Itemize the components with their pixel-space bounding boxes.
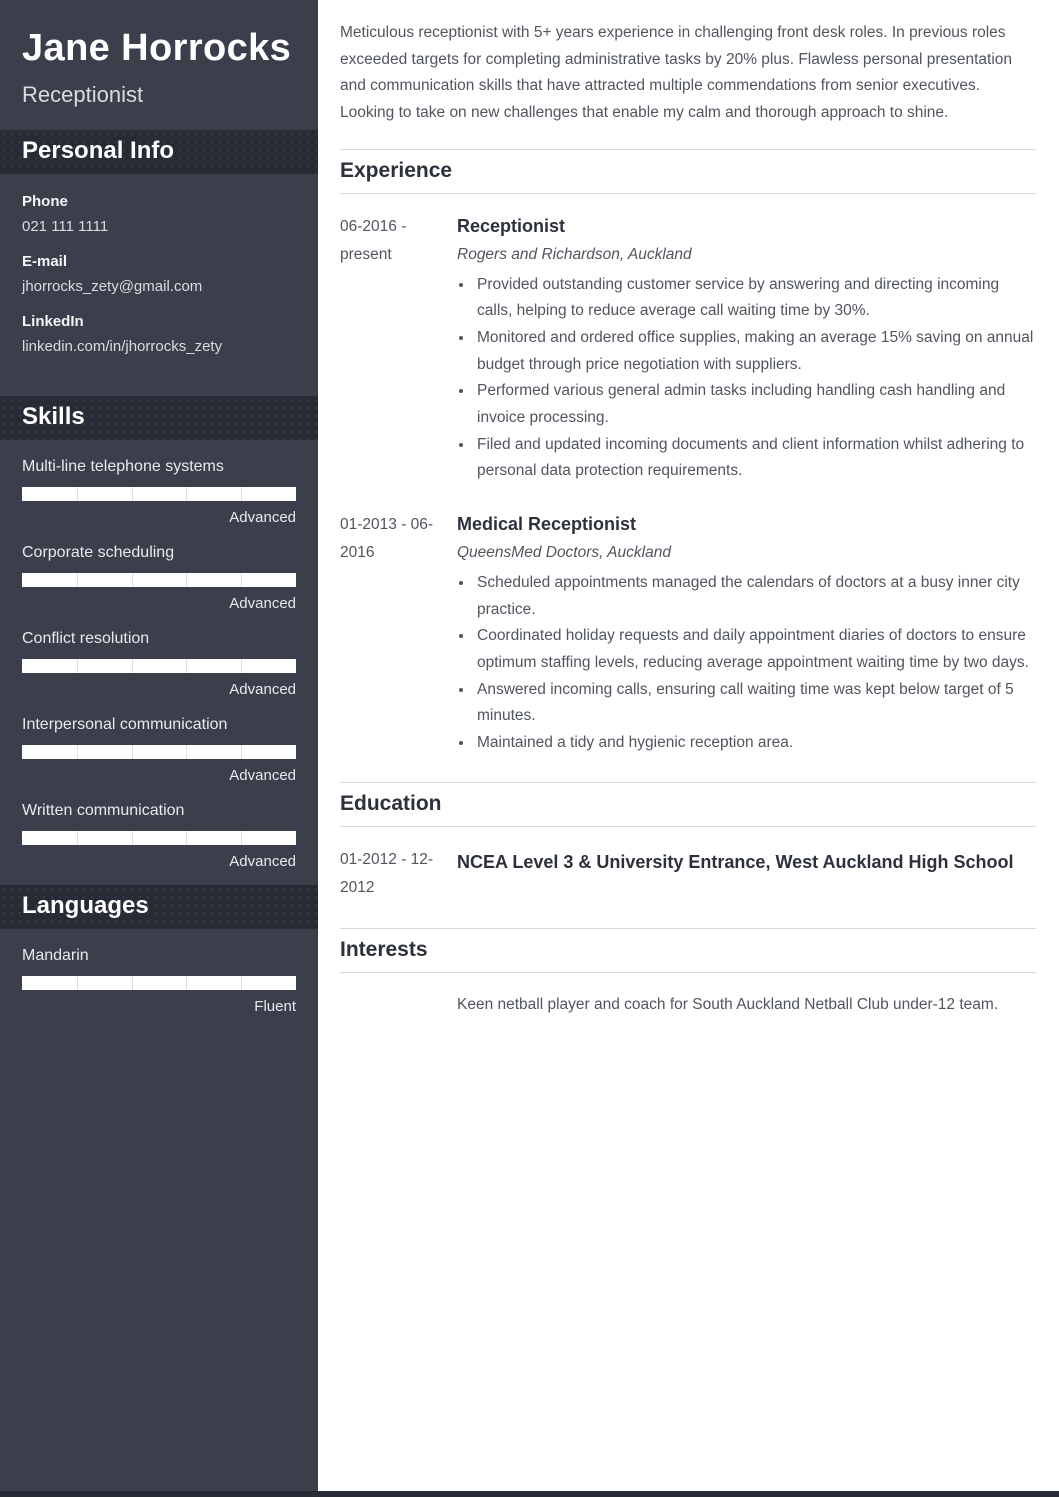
skill-item <box>0 698 318 784</box>
skill-bar-divider <box>241 831 242 845</box>
skill-bar-divider <box>132 487 133 501</box>
skill-progress-bar <box>22 659 296 673</box>
interests-text: Keen netball player and coach for South Auckland Netball Club under-12 team. <box>457 996 999 1014</box>
skill-bar-divider <box>186 659 187 673</box>
experience-section-heading: Experience <box>340 149 1036 194</box>
person-job-title: Receptionist <box>22 82 144 108</box>
skill-item <box>0 784 318 870</box>
skill-progress-bar <box>22 831 296 845</box>
skill-bar-divider <box>241 573 242 587</box>
linkedin-value: linkedin.com/in/jhorrocks_zety <box>22 338 223 356</box>
skill-bar-divider <box>132 659 133 673</box>
entry-body <box>457 213 1036 485</box>
experience-entry <box>340 511 1036 757</box>
skill-item <box>0 440 318 526</box>
contact-item-linkedin <box>22 313 296 355</box>
skill-progress-bar <box>22 573 296 587</box>
skill-bar-divider <box>132 573 133 587</box>
skill-level-label: Advanced <box>229 853 296 871</box>
skill-level-label: Advanced <box>229 509 296 527</box>
skill-bar-divider <box>77 659 78 673</box>
personal-info-heading: Personal Info <box>0 130 318 174</box>
languages-heading: Languages <box>0 885 318 929</box>
skill-progress-bar <box>22 745 296 759</box>
skill-bar-divider <box>132 976 133 990</box>
entry-date: 01-2012 - 12-2012 <box>340 851 434 897</box>
job-bullet: • Answered incoming calls, ensuring call waiting time was kept below target of 5 minutes. <box>474 677 1036 730</box>
skill-bar-divider <box>132 831 133 845</box>
entry-date: 06-2016 - present <box>340 217 407 263</box>
language-progress-bar <box>22 976 296 990</box>
contact-item-email <box>22 253 296 295</box>
entry-body <box>457 511 1036 757</box>
professional-summary: Meticulous receptionist with 5+ years experience in challenging front desk roles. In previous roles exceeded targets for completing administrative tasks by 20% plus. Flawless personal presentation and communication skills that have attracted multiple commendations from senior executives. Looking to take on new challenges that enable my calm and thorough approach to shine. <box>340 24 1013 121</box>
skill-bar-divider <box>241 745 242 759</box>
skill-name: Multi-line telephone systems <box>22 458 224 476</box>
skills-heading: Skills <box>0 396 318 440</box>
entry-body <box>457 846 1036 902</box>
interests-section-heading: Interests <box>340 928 1036 973</box>
skill-level-label: Advanced <box>229 595 296 613</box>
skill-level-label: Advanced <box>229 681 296 699</box>
job-bullet-list <box>457 272 1036 485</box>
skill-level-label: Advanced <box>229 767 296 785</box>
skill-name: Conflict resolution <box>22 630 150 648</box>
experience-entry <box>340 213 1036 485</box>
contact-list <box>0 174 318 375</box>
education-section-heading: Education <box>340 782 1036 827</box>
email-value: jhorrocks_zety@gmail.com <box>22 278 203 296</box>
skill-bar-divider <box>132 745 133 759</box>
job-bullet: • Monitored and ordered office supplies, making an average 15% saving on annual budget through price negotiation with suppliers. <box>474 325 1036 378</box>
skill-bar-divider <box>186 831 187 845</box>
skill-bar-divider <box>241 976 242 990</box>
skill-bar-divider <box>186 487 187 501</box>
skill-bar-divider <box>77 831 78 845</box>
interests-entry <box>340 992 1036 1019</box>
language-item <box>0 929 318 1015</box>
skill-bar-divider <box>241 487 242 501</box>
education-title: NCEA Level 3 & University Entrance, West Auckland High School <box>457 852 1014 873</box>
skill-item <box>0 612 318 698</box>
job-bullet: • Coordinated holiday requests and daily appointment diaries of doctors to ensure optimum staffing levels, reducing average appointment waiting time by two days. <box>474 623 1036 676</box>
linkedin-label: LinkedIn <box>22 313 84 331</box>
phone-label: Phone <box>22 193 68 211</box>
person-name: Jane Horrocks <box>22 27 292 69</box>
job-title: Receptionist <box>457 215 566 236</box>
skill-bar-divider <box>186 745 187 759</box>
entry-body <box>457 992 1036 1019</box>
skill-name: Written communication <box>22 802 185 820</box>
resume-main-column <box>318 0 1059 1497</box>
phone-value: 021 111 1111 <box>22 218 109 236</box>
entry-date: 01-2013 - 06-2016 <box>340 515 434 561</box>
entry-date-spacer <box>340 992 457 1019</box>
skill-item <box>0 526 318 612</box>
skill-progress-bar <box>22 487 296 501</box>
job-bullet: • Filed and updated incoming documents and client information whilst adhering to personal data protection requirements. <box>474 432 1036 485</box>
job-title: Medical Receptionist <box>457 513 637 534</box>
email-label: E-mail <box>22 253 68 271</box>
job-bullet-list <box>457 570 1036 757</box>
skill-name: Interpersonal communication <box>22 716 228 734</box>
job-bullet: • Maintained a tidy and hygienic reception area. <box>474 730 1036 757</box>
skill-bar-divider <box>77 745 78 759</box>
education-entry <box>340 846 1036 902</box>
skill-bar-divider <box>186 976 187 990</box>
job-bullet: • Provided outstanding customer service by answering and directing incoming calls, helping to reduce average call waiting time by 30%. <box>474 272 1036 325</box>
job-bullet: • Scheduled appointments managed the calendars of doctors at a busy inner city practice. <box>474 570 1036 623</box>
skill-bar-divider <box>77 487 78 501</box>
skill-bar-divider <box>186 573 187 587</box>
company-name: Rogers and Richardson, Auckland <box>457 245 692 263</box>
language-name: Mandarin <box>22 947 89 965</box>
skill-bar-divider <box>77 976 78 990</box>
skill-name: Corporate scheduling <box>22 544 175 562</box>
company-name: QueensMed Doctors, Auckland <box>457 543 671 561</box>
skill-bar-divider <box>241 659 242 673</box>
contact-item-phone <box>22 193 296 235</box>
page-bottom-border <box>0 1491 1059 1497</box>
job-bullet: • Performed various general admin tasks including handling cash handling and invoice processing. <box>474 378 1036 431</box>
skill-bar-divider <box>77 573 78 587</box>
language-level-label: Fluent <box>254 998 296 1016</box>
sidebar <box>0 0 318 1497</box>
